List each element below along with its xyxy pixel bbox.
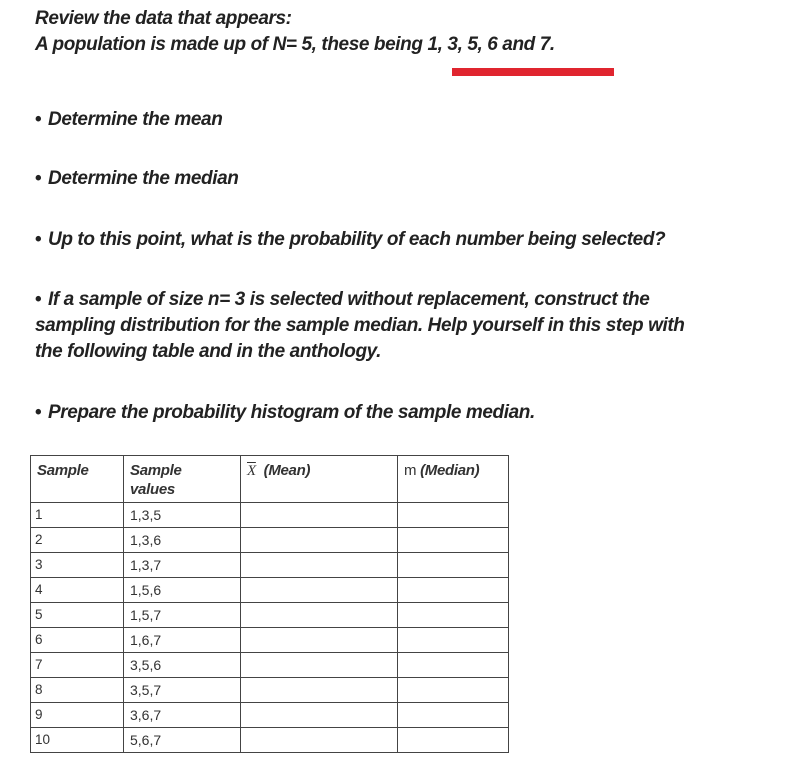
mean-cell [241, 728, 398, 753]
median-cell [398, 503, 509, 528]
median-cell [398, 678, 509, 703]
mean-cell [241, 653, 398, 678]
mean-cell [241, 578, 398, 603]
sampling-table [30, 455, 509, 753]
header-mean-label: (Mean) [263, 462, 311, 479]
bullet-icon: • [35, 289, 42, 310]
table-row [31, 703, 509, 728]
table-row [31, 553, 509, 578]
header-median-label: (Median) [420, 462, 480, 479]
task-sampling-line-2: sampling distribution for the sample median. Help yourself in this step with [35, 315, 685, 336]
mean-cell [241, 678, 398, 703]
sample-values-cell: 1,6,7 [124, 628, 241, 653]
bullet-icon: • [35, 168, 42, 189]
sample-values-cell: 3,5,6 [124, 653, 241, 678]
table-row [31, 578, 509, 603]
intro-line-1: Review the data that appears: [35, 8, 292, 29]
table-row [31, 628, 509, 653]
median-symbol: m [404, 462, 417, 479]
header-sample-values-line-1: Sample [130, 462, 182, 479]
table-row [31, 728, 509, 753]
median-cell [398, 728, 509, 753]
sample-values-cell: 1,5,6 [124, 578, 241, 603]
sample-number-cell: 7 [31, 653, 124, 678]
mean-cell [241, 603, 398, 628]
intro-line-2: A population is made up of N= 5, these being 1, 3, 5, 6 and 7. [35, 34, 555, 55]
header-mean [241, 456, 398, 503]
sample-number-cell: 1 [31, 503, 124, 528]
task-sampling-line-3: the following table and in the anthology. [35, 341, 381, 362]
sample-values-cell: 1,5,7 [124, 603, 241, 628]
bullet-icon: • [35, 109, 42, 130]
table-header-row [31, 456, 509, 503]
median-cell [398, 653, 509, 678]
task-probability: Up to this point, what is the probability of each number being selected? [48, 229, 666, 250]
x-bar-symbol: X [247, 463, 256, 479]
mean-cell [241, 503, 398, 528]
header-sample-values [124, 456, 241, 503]
mean-cell [241, 528, 398, 553]
median-cell [398, 553, 509, 578]
median-cell [398, 578, 509, 603]
task-sampling-line-1: If a sample of size n= 3 is selected without replacement, construct the [48, 289, 650, 310]
sample-number-cell: 3 [31, 553, 124, 578]
table-row [31, 603, 509, 628]
table-row [31, 653, 509, 678]
sample-number-cell: 4 [31, 578, 124, 603]
header-sample [31, 456, 124, 503]
median-cell [398, 603, 509, 628]
sample-values-cell: 1,3,5 [124, 503, 241, 528]
sample-values-cell: 3,6,7 [124, 703, 241, 728]
median-cell [398, 628, 509, 653]
sample-values-cell: 1,3,6 [124, 528, 241, 553]
sample-number-cell: 6 [31, 628, 124, 653]
sample-values-cell: 1,3,7 [124, 553, 241, 578]
sample-number-cell: 2 [31, 528, 124, 553]
header-sample-label: Sample [37, 462, 89, 479]
sample-number-cell: 9 [31, 703, 124, 728]
table-row [31, 678, 509, 703]
bullet-icon: • [35, 402, 42, 423]
mean-cell [241, 553, 398, 578]
table-row [31, 503, 509, 528]
median-cell [398, 528, 509, 553]
task-median: Determine the median [48, 168, 239, 189]
sample-values-cell: 3,5,7 [124, 678, 241, 703]
bullet-icon: • [35, 229, 42, 250]
sample-number-cell: 5 [31, 603, 124, 628]
task-mean: Determine the mean [48, 109, 223, 130]
table-row [31, 528, 509, 553]
header-sample-values-line-2: values [130, 481, 175, 498]
red-underline-highlight [452, 68, 614, 76]
median-cell [398, 703, 509, 728]
sample-number-cell: 10 [31, 728, 124, 753]
header-median [398, 456, 509, 503]
mean-cell [241, 628, 398, 653]
mean-cell [241, 703, 398, 728]
sample-number-cell: 8 [31, 678, 124, 703]
task-histogram: Prepare the probability histogram of the sample median. [48, 402, 535, 423]
sample-values-cell: 5,6,7 [124, 728, 241, 753]
